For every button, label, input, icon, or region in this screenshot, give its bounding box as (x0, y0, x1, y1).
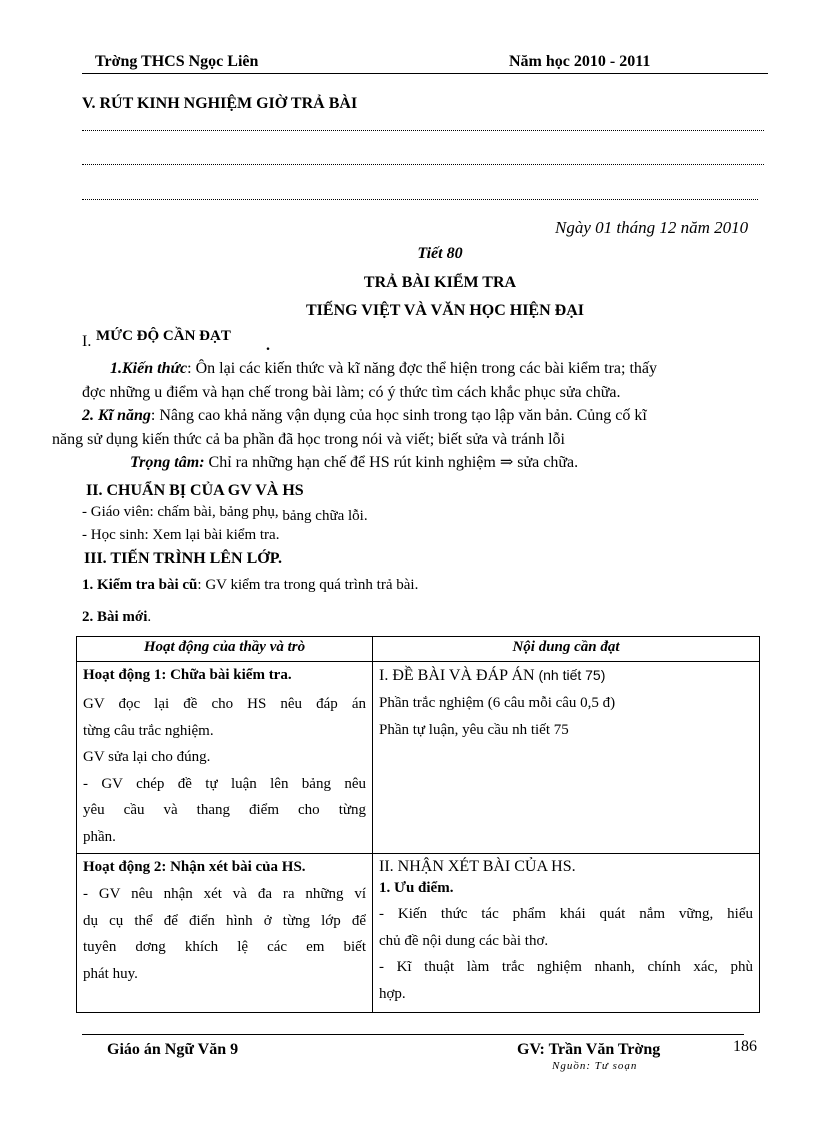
section-ii-title: II. CHUẨN BỊ CỦA GV VÀ HS (86, 482, 304, 499)
header-rule (82, 73, 768, 74)
content-1-cell (373, 662, 760, 854)
check-old-lesson (82, 577, 418, 594)
activity-1-line-4: - GV chép đề tự luận lên bảng nêu (83, 775, 366, 792)
content-1-title-note: (nh tiết 75) (534, 667, 606, 683)
col-header-content: Nội dung cần đạt (373, 637, 760, 662)
page-number: 186 (733, 1038, 757, 1055)
header-school-year: Năm học 2010 - 2011 (509, 53, 651, 70)
activity-1-line-1: GV đọc lại đề cho HS nêu đáp án (83, 696, 366, 712)
content-1-line-1: Phần trắc nghiệm (6 câu mỗi câu 0,5 đ) (379, 695, 616, 711)
knowledge-line-1 (110, 359, 657, 379)
knowledge-text-1: : Ôn lại các kiến thức và kĩ năng đợc thể hiện trong các bài kiểm tra; thấy (187, 360, 658, 377)
section-iii-title: III. TIẾN TRÌNH LÊN LỚP. (84, 550, 282, 567)
focus-text: Chỉ ra những hạn chế để HS rút kinh nghiệm ⇒ sửa chữa. (204, 454, 579, 471)
section-i-numeral: I. (82, 333, 92, 350)
focus-label: Trọng tâm: (130, 454, 205, 471)
content-2-cell (373, 854, 760, 1013)
content-2-line-1: - Kiến thức tác phẩm khái quát nắm vững, hiểu (379, 906, 753, 922)
content-2-line-2: chủ đề nội dung các bài thơ. (379, 932, 549, 949)
table-row (77, 662, 760, 854)
activity-1-line-5: yêu cầu và thang điểm cho từng (83, 802, 366, 818)
activity-1-title: Hoạt động 1: Chữa bài kiểm tra. (83, 667, 292, 683)
activity-2-line-2: dụ cụ thể để điển hình ở từng lớp để (83, 912, 366, 929)
lesson-plan-table (76, 636, 760, 1013)
section-v-title: V. RÚT KINH NGHIỆM GIỜ TRẢ BÀI (82, 95, 358, 112)
new-lesson (82, 609, 151, 626)
footer-left: Giáo án Ngữ Văn 9 (107, 1041, 239, 1058)
section-i-dot: . (266, 337, 270, 354)
activity-2-line-1: - GV nêu nhận xét và đa ra những ví (83, 886, 366, 902)
section-i-title: MỨC ĐỘ CẦN ĐẠT (96, 328, 231, 344)
activity-2-title: Hoạt động 2: Nhận xét bài của HS. (83, 859, 306, 875)
new-lesson-label: 2. Bài mới (82, 609, 148, 625)
col-header-activity: Hoạt động của thầy và trò (77, 637, 373, 662)
skill-label: 2. Kĩ năng (82, 407, 151, 424)
lesson-period: Tiết 80 (417, 245, 463, 262)
date-line: Ngày 01 tháng 12 năm 2010 (555, 218, 749, 237)
content-1-title-line (379, 665, 753, 686)
skill-line-1 (82, 406, 647, 426)
teacher-prep-text: - Giáo viên: chấm bài, bảng phụ, (82, 504, 279, 520)
table-header-row (77, 637, 760, 662)
dotted-line-2 (82, 164, 764, 165)
footer-rule (82, 1034, 744, 1035)
activity-2-cell (77, 854, 373, 1013)
content-2-title: II. NHẬN XÉT BÀI CỦA HS. (379, 858, 576, 875)
activity-2-line-4: phát huy. (83, 965, 138, 982)
footer-teacher: GV: Trần Văn Trờng (517, 1041, 661, 1058)
lesson-title-2: TIẾNG VIỆT VÀ VĂN HỌC HIỆN ĐẠI (306, 302, 584, 319)
content-1-line-2: Phần tự luận, yêu cầu nh tiết 75 (379, 721, 569, 738)
check-label: 1. Kiểm tra bài cũ (82, 577, 198, 593)
skill-text-1: : Nâng cao khả năng vận dụng của học sinh trong tạo lập văn bản. Củng cố kĩ (150, 407, 647, 424)
content-2-line-3: - Kĩ thuật làm trắc nghiệm nhanh, chính xác, phù (379, 959, 753, 975)
footer-source: Nguồn: Tư soạn (552, 1060, 638, 1072)
activity-1-line-3: GV sửa lại cho đúng. (83, 749, 211, 765)
new-lesson-dot: . (147, 609, 152, 625)
activity-1-cell (77, 662, 373, 854)
knowledge-line-2: đợc những u điểm và hạn chế trong bài làm; có ý thức tìm cách khắc phục sửa chữa. (82, 384, 621, 401)
teacher-prep-extra: bảng chữa lỗi. (282, 508, 368, 524)
teacher-prep-line (82, 504, 368, 524)
table-row (77, 854, 760, 1013)
activity-1-line-6: phần. (83, 828, 116, 845)
header-school: Trờng THCS Ngọc Liên (95, 53, 259, 70)
knowledge-label: 1.Kiến thức (110, 360, 188, 377)
activity-1-line-2: từng câu trắc nghiệm. (83, 722, 214, 739)
check-text: : GV kiểm tra trong quá trình trả bài. (197, 577, 419, 593)
content-1-title: I. ĐỀ BÀI VÀ ĐÁP ÁN (379, 667, 535, 684)
dotted-line-3 (82, 199, 758, 200)
lesson-title-1: TRẢ BÀI KIỂM TRA (363, 274, 517, 291)
student-prep-line: - Học sinh: Xem lại bài kiểm tra. (82, 527, 280, 543)
content-2-line-4: hợp. (379, 985, 406, 1002)
skill-line-2: năng sử dụng kiến thức cả ba phần đã học trong nói và viết; biết sửa và tránh lỗi (52, 431, 565, 448)
activity-2-line-3: tuyên dơng khích lệ các em biết (83, 939, 366, 955)
focus-line (130, 453, 578, 473)
dotted-line-1 (82, 130, 764, 131)
content-2-subtitle: 1. Ưu điểm. (379, 880, 454, 896)
